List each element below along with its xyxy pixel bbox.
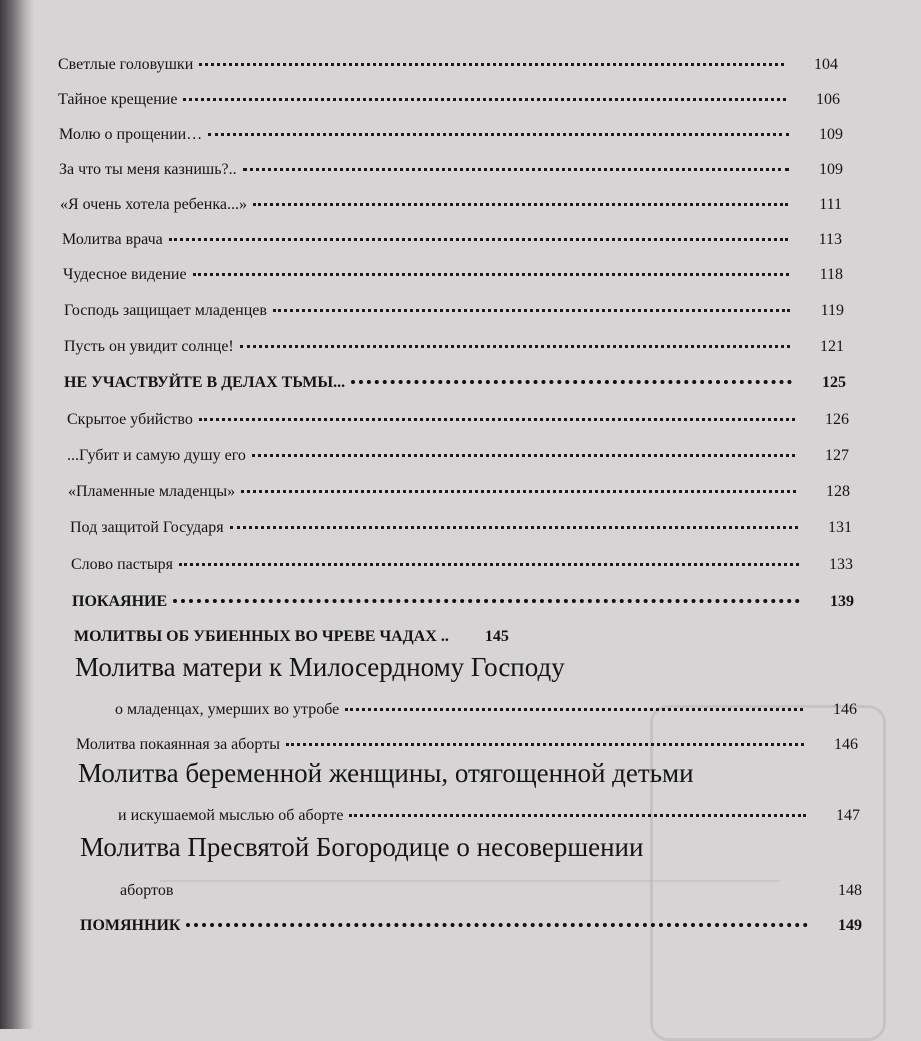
toc-entry-page: 133: [829, 556, 853, 573]
toc-entry-title: Господь защищает младенцев: [64, 302, 267, 319]
dot-leader: [349, 814, 806, 817]
dot-leader: [351, 380, 792, 384]
toc-entry-page: 148: [838, 882, 862, 899]
dot-leader: [186, 923, 808, 927]
toc-entry-title-line1: Молитва матери к Милосердному Господу: [75, 652, 565, 682]
toc-entry-page: 106: [816, 91, 840, 108]
toc-entry-page: 146: [834, 736, 858, 753]
dot-leader: [241, 490, 796, 493]
toc-entry-page: 111: [819, 196, 842, 213]
dot-leader: [230, 526, 798, 529]
toc-entry-title: Тайное крещение: [58, 91, 178, 108]
toc-entry: [58, 75, 840, 109]
dot-leader: [199, 418, 795, 421]
dot-leader: [345, 708, 803, 711]
toc-entry-page: 104: [814, 56, 838, 73]
toc-entry-title: Под защитой Государя: [70, 519, 224, 536]
toc-entry-title: Молю о прощении…: [59, 126, 203, 143]
toc-entry-page: 131: [828, 519, 852, 536]
toc-entry-title-line1: Молитва беременной женщины, отягощенной детьми: [78, 758, 694, 788]
toc-entry-title-line2: и искушаемой мыслью об аборте: [118, 807, 344, 824]
toc-entry-page: 113: [818, 231, 842, 248]
toc-entry: [115, 685, 857, 719]
dot-leader: [183, 98, 786, 101]
toc-entry-page: 127: [825, 447, 849, 464]
toc-entry: [120, 866, 862, 900]
dot-leader: [208, 133, 789, 136]
toc-entry-page: 121: [820, 338, 844, 355]
toc-entry: [68, 467, 850, 501]
toc-entry-title: За что ты меня казнишь?..: [59, 161, 237, 178]
toc-section-page: 139: [830, 593, 854, 610]
toc-entry-page: 128: [826, 483, 850, 500]
toc-section-page: 145: [484, 628, 509, 645]
toc-entry-title-line1: Молитва Пресвятой Богородице о несовершении: [80, 832, 644, 862]
toc-entry: [58, 40, 838, 74]
toc-entry: [67, 431, 849, 465]
dot-leader: [179, 563, 799, 566]
toc-section-title: НЕ УЧАСТВУЙТЕ В ДЕЛАХ ТЬМЫ...: [64, 374, 346, 391]
toc-entry-title: Скрытое убийство: [67, 411, 193, 428]
dot-leader: [243, 168, 789, 171]
toc-entry: [118, 791, 860, 825]
toc-entry: [63, 250, 843, 284]
toc-entry-page: 126: [825, 411, 849, 428]
toc-entry-page: 118: [819, 266, 843, 283]
toc-entry: [71, 540, 853, 574]
toc-entry-page: 147: [836, 807, 860, 824]
dot-leader: [193, 273, 789, 276]
toc-entry-title-line2: о младенцах, умерших во утробе: [115, 701, 340, 718]
toc-entry-title: Чудесное видение: [63, 266, 187, 283]
toc-entry: [76, 720, 858, 754]
toc-entry: [62, 215, 842, 249]
dot-leader: [273, 309, 790, 312]
toc-entry-title: Слово пастыря: [71, 556, 173, 573]
toc-section-title: МОЛИТВЫ ОБ УБИЕННЫХ ВО ЧРЕВЕ ЧАДАХ ..: [74, 628, 449, 645]
toc-section: [80, 901, 862, 935]
toc-section-page: 125: [822, 374, 846, 391]
toc-entry-title: «Я очень хотела ребенка...»: [60, 196, 247, 213]
toc-entry: [67, 395, 849, 429]
toc-entry: [60, 180, 842, 214]
toc-section: [74, 612, 856, 646]
toc-section-title: ПОМЯННИК: [80, 917, 181, 934]
toc-entry-page: 119: [820, 302, 844, 319]
toc-entry: [64, 286, 844, 320]
toc-section-title: ПОКАЯНИЕ: [72, 593, 168, 610]
toc-entry-title: Светлые головушки: [58, 56, 194, 73]
toc-entry: [64, 322, 844, 356]
dot-leader: [252, 454, 795, 457]
toc-entry-page: 109: [819, 126, 843, 143]
toc-section: [72, 577, 854, 611]
toc-entry-title: «Пламенные младенцы»: [68, 483, 236, 500]
toc-section: [64, 358, 846, 392]
toc-entry-title-line2: абортов: [120, 882, 174, 899]
dot-leader: [286, 743, 804, 746]
toc-section-page: 149: [838, 917, 862, 934]
dot-leader: [253, 203, 788, 206]
dot-leader: [173, 599, 800, 603]
toc-entry-title: Молитва врача: [62, 231, 163, 248]
toc-entry-title: ...Губит и самую душу его: [67, 447, 246, 464]
toc-entry-page: 146: [833, 701, 857, 718]
toc-entry: [70, 503, 852, 537]
toc-entry: [59, 110, 843, 144]
dot-leader: [199, 63, 784, 66]
dot-leader: [240, 345, 790, 348]
dot-leader: [169, 238, 788, 241]
toc-entry-title: Молитва покаянная за аборты: [76, 736, 280, 753]
toc-entry-page: 109: [819, 161, 843, 178]
toc-entry: [59, 145, 843, 179]
toc-entry-title: Пусть он увидит солнце!: [64, 338, 234, 355]
